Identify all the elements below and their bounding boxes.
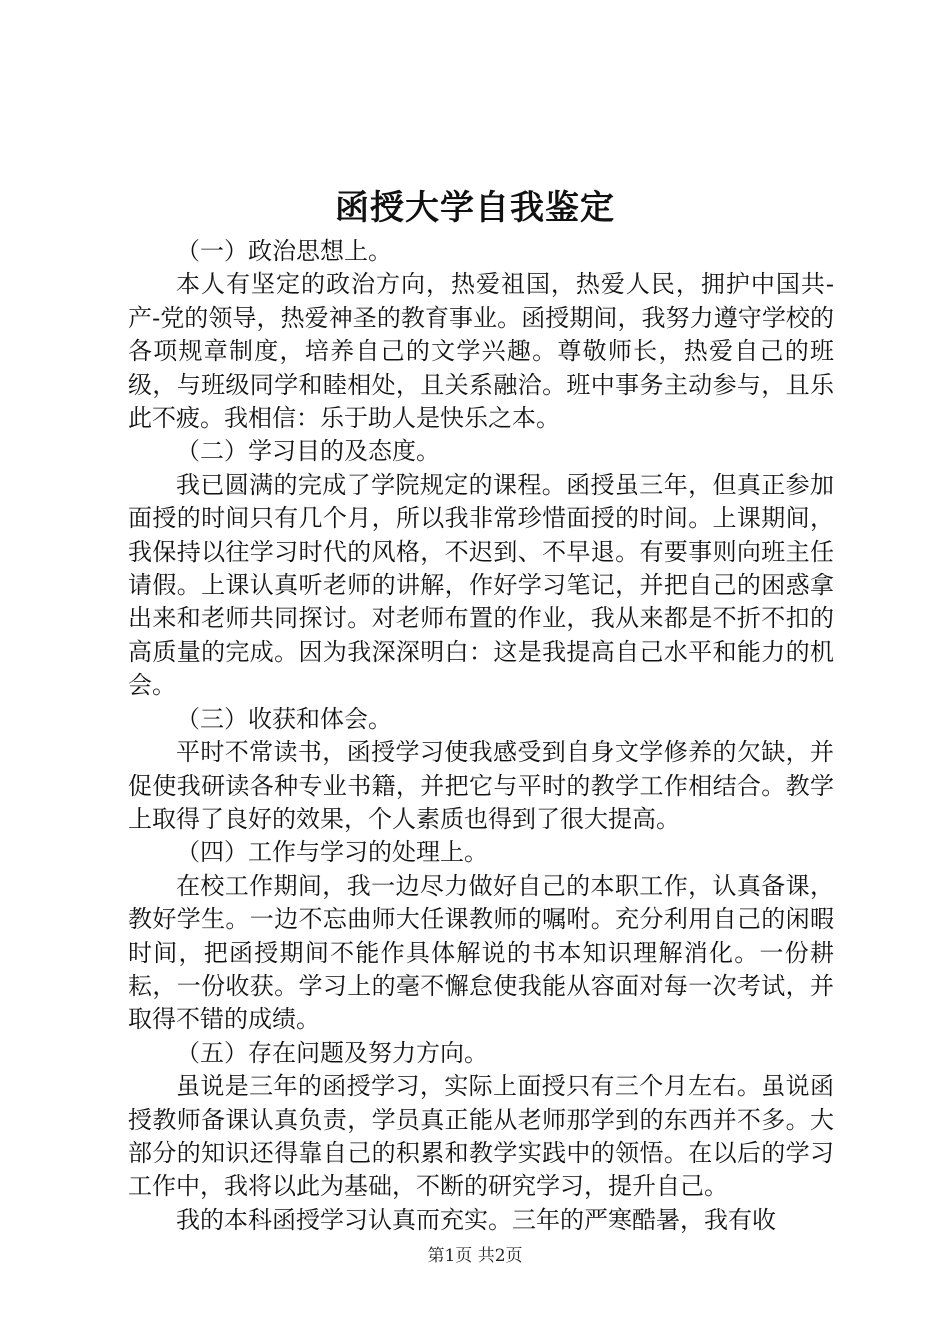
paragraph-1: 本人有坚定的政治方向，热爱祖国，热爱人民，拥护中国共-产-党的领导，热爱神圣的教育事业。函授期间，我努力遵守学校的各项规章制度，培养自己的文学兴趣。尊敬师长，热爱自己的班级，与班级同学和睦相处，且关系融洽。班中事务主动参与，且乐此不疲。我相信：乐于助人是快乐之本。: [128, 270, 834, 433]
section-heading-2: （二）学习目的及态度。: [176, 437, 440, 466]
page-footer: 第1页 共2页: [427, 1246, 523, 1266]
section-heading-3: （三）收获和体会。: [176, 704, 392, 733]
section-heading-5: （五）存在问题及努力方向。: [176, 1038, 488, 1067]
paragraph-2: 我已圆满的完成了学院规定的课程。函授虽三年，但真正参加面授的时间只有几个月，所以我非常珍惜面授的时间。上课期间，我保持以往学习时代的风格，不迟到、不早退。有要事则向班主任请假。上课认真听老师的讲解，作好学习笔记，并把自己的困惑拿出来和老师共同探讨。对老师布置的作业，我从来都是不折不扣的高质量的完成。因为我深深明白：这是我提高自己水平和能力的机会。: [128, 470, 834, 700]
paragraph-4: 在校工作期间，我一边尽力做好自己的本职工作，认真备课，教好学生。一边不忘曲师大任课教师的嘱咐。充分利用自己的闲暇时间，把函授期间不能作具体解说的书本知识理解消化。一份耕耘，一份收获。学习上的毫不懈怠使我能从容面对每一次考试，并取得不错的成绩。: [128, 871, 834, 1034]
section-heading-1: （一）政治思想上。: [176, 237, 392, 265]
paragraph-5: 虽说是三年的函授学习，实际上面授只有三个月左右。虽说函授教师备课认真负责，学员真正能从老师那学到的东西并不多。大部分的知识还得靠自己的积累和教学实践中的领悟。在以后的学习工作中，我将以此为基础，不断的研究学习，提升自己。: [128, 1072, 834, 1201]
document-body: [128, 235, 834, 1237]
paragraph-6: 我的本科函授学习认真而充实。三年的严寒酷暑，我有收: [176, 1205, 776, 1234]
paragraph-3: 平时不常读书，函授学习使我感受到自身文学修养的欠缺，并促使我研读各种专业书籍，并把它与平时的教学工作相结合。教学上取得了良好的效果，个人素质也得到了很大提高。: [128, 738, 834, 833]
document-title: 函授大学自我鉴定: [335, 188, 615, 228]
section-heading-4: （四）工作与学习的处理上。: [176, 838, 488, 867]
